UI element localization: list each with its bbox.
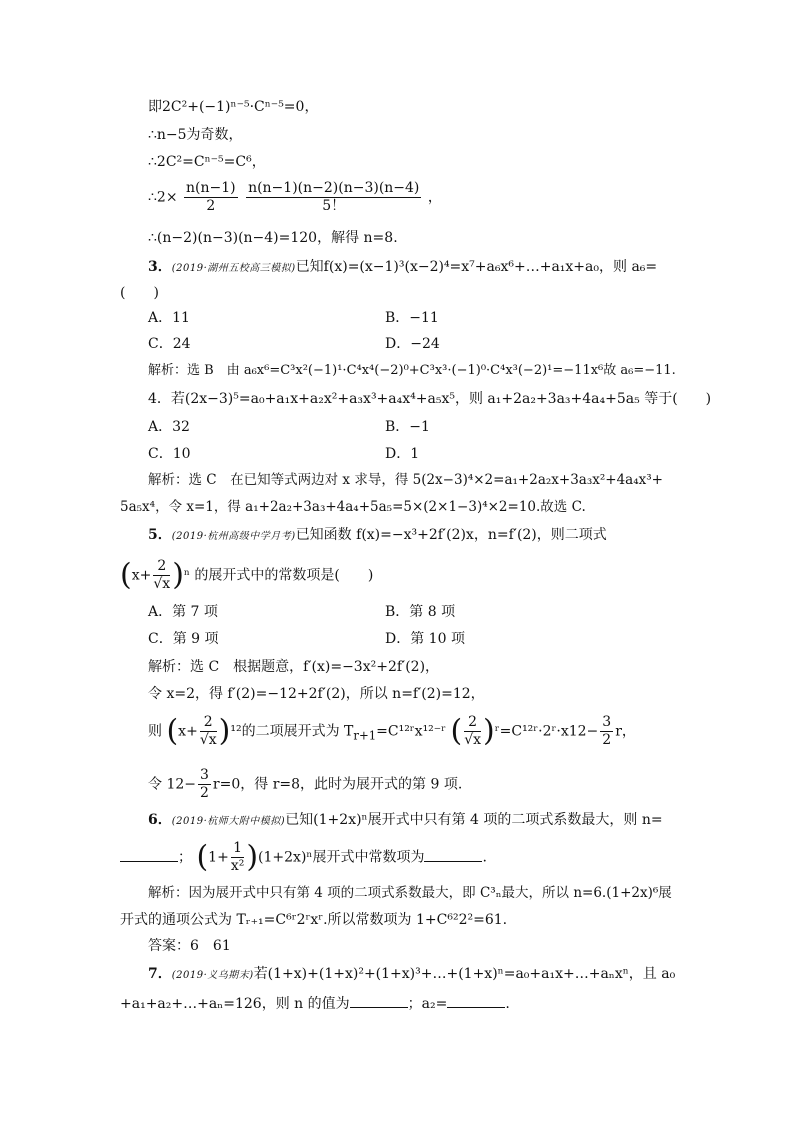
q5-s3-a: 则 [148, 723, 162, 740]
q5-option-d: D．第 10 项 [385, 631, 465, 647]
q5-s3-fraction-2 [464, 714, 481, 749]
q3-solution: 解析：选 B 由 a₆x⁶=C³x²(−1)¹·C⁴x⁴(−2)⁰+C³x³·(−1)⁰·C⁴x³(−2)¹=−11x⁶故 a₆=−11. [148, 363, 676, 378]
fraction-2-numerator: n(n−1)(n−2)(n−3)(n−4) [248, 180, 420, 196]
solution-line-2: ∴n−5为奇数， [148, 127, 243, 143]
question-7 [148, 965, 675, 985]
solution-line-3: ∴2C²=Cⁿ⁻⁵=C⁶， [148, 154, 266, 170]
right-paren: ) [172, 557, 184, 593]
q5-s3-g: r， [615, 723, 636, 740]
left-paren: ( [450, 713, 463, 749]
right-paren: ) [218, 713, 231, 749]
q5-s3-f2-den: √x [464, 732, 482, 748]
q5-s4-fraction [198, 767, 211, 802]
q3-option-a: A．11 [148, 310, 190, 326]
q7-l2-b: ；a₂= [407, 996, 448, 1012]
left-paren: ( [120, 557, 132, 593]
q7-l2-c: . [505, 996, 510, 1012]
q7-number: 7． [148, 966, 172, 982]
fraction-2-denominator: 5！ [322, 198, 346, 214]
q6-l2-b: 1+ [208, 849, 229, 866]
q3-number: 3． [148, 259, 172, 275]
q4-solution-2: 5a₅x⁴，令 x=1，得 a₁+2a₂+3a₃+4a₄+5a₅=5×(2×1−3)⁴×2=10.故选 C. [120, 499, 586, 515]
q3-text: 已知f(x)=(x−1)³(x−2)⁴=x⁷+a₆x⁶+…+a₁x+a₀，则 a₆= [295, 259, 658, 275]
q5-option-a: A．第 7 项 [148, 604, 218, 620]
q5-s4-num: 3 [200, 767, 209, 783]
q3-option-d: D．−24 [385, 336, 440, 352]
q5-l2-b: ⁿ 的展开式中的常数项是( ) [183, 567, 374, 584]
fraction-2 [246, 180, 421, 215]
q5-s4-a: 令 12− [148, 776, 196, 793]
q5-s3-f: ʳ=C¹²ʳ·2ʳ·x12− [494, 723, 599, 740]
l4-suffix: ， [427, 189, 442, 206]
q6-l2-c: (1+2x)ⁿ展开式中常数项为 [258, 849, 425, 866]
q6-l2-a: ； [178, 849, 192, 866]
q5-text: 已知函数 f(x)=−x³+2f′(2)x，n=f′(2)，则二项式 [295, 527, 607, 543]
q5-l2-a: x+ [131, 567, 152, 584]
q5-s4-den: 2 [200, 785, 209, 801]
question-4: 4．若(2x−3)⁵=a₀+a₁x+a₂x²+a₃x³+a₄x⁴+a₅x⁵，则 a₁+2a₂+3a₃+4a₄+5a₅ 等于( ) [148, 391, 712, 407]
q5-s3-sub: r+1 [353, 728, 377, 743]
q7-l2-a: +a₁+a₂+…+aₙ=126，则 n 的值为 [120, 996, 350, 1012]
fraction-1 [184, 180, 238, 215]
q6-solution-2: 开式的通项公式为 Tᵣ₊₁=C⁶ʳ2ʳxʳ.所以常数项为 1+C⁶²2²=61. [120, 912, 508, 928]
right-paren: ) [483, 713, 495, 749]
q6-l2-d: . [482, 849, 487, 866]
q4-option-d: D．1 [385, 446, 420, 462]
q5-fraction-num: 2 [153, 558, 170, 576]
right-paren: ) [246, 839, 259, 875]
question-5 [148, 526, 607, 546]
fraction-1-numerator: n(n−1) [186, 180, 236, 196]
q6-number: 6． [148, 812, 172, 828]
q6-source-tag: (2019·杭师大附中模拟) [171, 816, 286, 827]
q5-source-tag: (2019·杭州高级中学月考) [171, 531, 296, 542]
q3-option-c: C．24 [148, 336, 191, 352]
q5-s3-c: ¹²的二项展开式为 T [230, 723, 354, 740]
q6-answer: 答案：6 61 [148, 938, 231, 954]
q5-fraction-den: √x [153, 576, 171, 592]
answer-blank[interactable] [447, 995, 505, 1008]
q7-text: 若(1+x)+(1+x)²+(1+x)³+…+(1+x)ⁿ=a₀+a₁x+…+aₙxⁿ，且 a₀ [253, 966, 676, 982]
q3-option-b: B．−11 [385, 310, 439, 326]
left-paren: ( [196, 839, 209, 875]
q6-text: 已知(1+2x)ⁿ展开式中只有第 4 项的二项式系数最大，则 n= [285, 812, 663, 828]
q5-solution-3 [148, 714, 636, 749]
question-6 [148, 811, 663, 831]
answer-blank[interactable] [424, 849, 482, 862]
q5-option-c: C．第 9 项 [148, 631, 219, 647]
q5-solution-1: 解析：选 C 根据题意，f′(x)=−3x²+2f′(2)， [148, 659, 440, 675]
solution-line-4 [148, 180, 442, 215]
q4-solution-1: 解析：选 C 在已知等式两边对 x 求导，得 5(2x−3)⁴×2=a₁+2a₂x+3a₃x²+4a₄x³+ [148, 472, 663, 488]
q4-option-b: B．−1 [385, 419, 430, 435]
q5-option-b: B．第 8 项 [385, 604, 456, 620]
answer-blank[interactable] [350, 995, 408, 1008]
answer-blank[interactable] [120, 849, 178, 862]
q5-solution-2: 令 x=2，得 f′(2)=−12+2f′(2)，所以 n=f′(2)=12， [148, 686, 485, 702]
q6-solution-1: 解析：因为展开式中只有第 4 项的二项式系数最大，即 C³ₙ最大，所以 n=6.(1+2x)⁶展 [148, 885, 672, 901]
q5-s3-f1-den: √x [199, 732, 217, 748]
q5-s4-b: r=0，得 r=8，此时为展开式的第 9 项. [212, 776, 463, 793]
q5-s3-f2-num: 2 [464, 714, 481, 732]
solution-line-5: ∴(n−2)(n−3)(n−4)=120，解得 n=8. [148, 230, 398, 246]
q6-line-2 [120, 840, 487, 875]
q7-line-2 [120, 995, 510, 1013]
q4-option-a: A．32 [148, 419, 190, 435]
question-3 [148, 258, 657, 278]
q5-s3-b: x+ [178, 723, 198, 740]
q6-fraction-num: 1 [231, 840, 245, 858]
q3-paren: ( ) [120, 285, 159, 301]
q7-source-tag: (2019·义乌期末) [171, 970, 254, 981]
q5-s3-f3-den: 2 [602, 732, 612, 748]
q5-fraction [153, 558, 170, 593]
q5-s3-e: =C¹²ʳx¹²⁻ʳ [376, 723, 447, 740]
q4-option-c: C．10 [148, 446, 191, 462]
l4-prefix: ∴2× [148, 189, 178, 206]
q3-source-tag: (2019·湖州五校高三模拟) [171, 263, 296, 274]
q5-s3-fraction-1 [200, 714, 217, 749]
q5-s3-f1-num: 2 [200, 714, 217, 732]
q5-number: 5． [148, 527, 172, 543]
q5-solution-4 [148, 767, 462, 802]
q6-fraction [231, 840, 245, 875]
q5-line-2 [120, 558, 373, 593]
solution-line-1: 即2C²+(−1)ⁿ⁻⁵·Cⁿ⁻⁵=0， [148, 99, 319, 115]
q6-fraction-den: x² [230, 858, 245, 874]
fraction-1-denominator: 2 [206, 198, 216, 214]
q5-s3-f3-num: 3 [602, 714, 612, 730]
left-paren: ( [166, 713, 179, 749]
q5-s3-fraction-3 [600, 714, 613, 749]
